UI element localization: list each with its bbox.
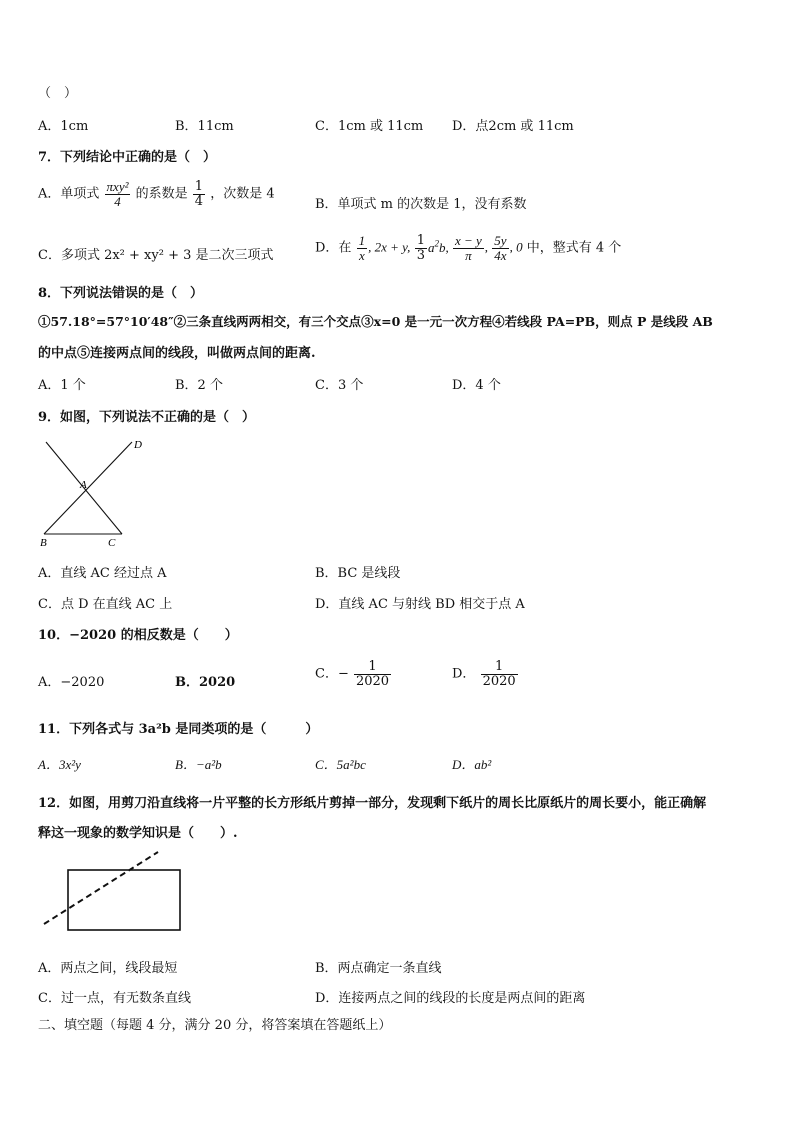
- q7-d-frac-2: $\frac{1}{3}$: [416, 233, 425, 263]
- q10-d-denominator: 2020: [482, 673, 516, 689]
- q9-option-b: B．BC 是线段: [315, 566, 401, 581]
- q12-cut-line: [44, 852, 158, 924]
- q8-option-a: A．1 个: [38, 378, 86, 393]
- q7-option-a: [38, 180, 275, 208]
- q10-d-fraction: [481, 660, 518, 688]
- q11-option-b: B．−a²b: [175, 757, 222, 772]
- q10-c-denominator: 2020: [355, 673, 390, 689]
- q9-label-b: B: [40, 537, 47, 549]
- section-2-heading: 二、填空题（每题 4 分，满分 20 分，将答案填在答题纸上）: [38, 1018, 392, 1033]
- q10-stem: 10．−2020 的相反数是（ ）: [38, 628, 238, 643]
- q11-stem: 11．下列各式与 3a²b 是同类项的是（ ）: [38, 722, 319, 737]
- q10-option-b: B．2020: [175, 675, 236, 690]
- q7-a-middle: 的系数是: [135, 186, 188, 202]
- q7-d-frac-3: $\frac{x - y}{\pi}$: [454, 233, 482, 263]
- q11-option-c: C．5a²bc: [315, 757, 366, 772]
- q7-d-prefix: D．在: [315, 240, 352, 256]
- q10-option-c: [315, 660, 392, 688]
- q10-option-a: A．−2020: [38, 675, 105, 690]
- q6-option-a: A．1cm: [38, 119, 89, 134]
- q7-option-d: D．在 $\frac{1}{x}$ , 2x + y, $\frac{1}{3}$ $a^2b$, $\frac{x - y}{\pi}$ , $\frac{5y}{4x}$ , 0 中，整式有 4 个: [315, 233, 622, 263]
- q10-option-d: [452, 660, 519, 688]
- q9-stem: 9．如图，下列说法不正确的是（ ）: [38, 410, 256, 425]
- q7-a-coef-denominator: 4: [194, 193, 204, 209]
- q12-option-a: A．两点之间，线段最短: [38, 961, 178, 976]
- q7-a-coef-numerator: 1: [194, 179, 204, 194]
- q7-a-prefix: A．单项式: [38, 186, 100, 202]
- q10-c-numerator: 1: [354, 660, 391, 675]
- q6-option-b: B．11cm: [175, 119, 234, 134]
- q7-d-suffix: 中，整式有 4 个: [526, 240, 622, 256]
- q8-statements-line1: ①57.18°=57°10′48″②三条直线两两相交，有三个交点③x=0 是一元一次方程④若线段 PA=PB，则点 P 是线段 AB: [38, 314, 713, 329]
- q9-label-a: A: [80, 479, 87, 491]
- q12-stem-line1: 12．如图，用剪刀沿直线将一片平整的长方形纸片剪掉一部分，发现剩下纸片的周长比原纸片的周长要小，能正确解: [38, 796, 707, 811]
- q8-option-b: B．2 个: [175, 378, 223, 393]
- q7-option-b: B．单项式 m 的次数是 1，没有系数: [315, 197, 527, 212]
- q7-a-fraction: [105, 180, 131, 208]
- q9-figure: [36, 432, 156, 552]
- q9-label-c: C: [108, 537, 116, 549]
- q7-a-denominator: 4: [114, 193, 121, 209]
- q7-a-numerator: πxy²: [106, 179, 129, 194]
- q7-a-coef-fraction: [193, 180, 205, 208]
- q7-d-frac-1: $\frac{1}{x}$: [358, 233, 366, 263]
- q9-option-d: D．直线 AC 与射线 BD 相交于点 A: [315, 597, 525, 612]
- q10-d-numerator: 1: [481, 660, 518, 675]
- q7-option-c: C．多项式 2x² + xy² + 3 是二次三项式: [38, 248, 274, 263]
- q6-option-d: D．点2cm 或 11cm: [452, 119, 574, 134]
- q8-stem: 8．下列说法错误的是（ ）: [38, 286, 204, 301]
- q12-rectangle: [68, 870, 180, 930]
- q12-option-c: C．过一点，有无数条直线: [38, 991, 191, 1006]
- q12-stem-line2: 释这一现象的数学知识是（ ）.: [38, 826, 238, 841]
- q8-statements-line2: 的中点⑤连接两点间的线段，叫做两点间的距离.: [38, 346, 316, 361]
- q11-option-a: A．3x²y: [38, 757, 81, 772]
- q7-d-frac-4: $\frac{5y}{4x}$: [494, 233, 507, 263]
- q10-c-fraction: [354, 660, 391, 688]
- q8-option-c: C．3 个: [315, 378, 364, 393]
- q8-option-d: D．4 个: [452, 378, 501, 393]
- q6-stem-tail: （ ）: [38, 86, 78, 101]
- q7-stem: 7．下列结论中正确的是（ ）: [38, 150, 217, 165]
- q7-a-suffix: ，次数是 4: [210, 186, 275, 202]
- q12-option-b: B．两点确定一条直线: [315, 961, 442, 976]
- q9-option-a: A．直线 AC 经过点 A: [38, 566, 167, 581]
- q10-d-prefix: D．: [452, 666, 476, 682]
- q11-option-d: D．ab²: [452, 757, 492, 772]
- q12-option-d: D．连接两点之间的线段的长度是两点间的距离: [315, 991, 586, 1006]
- q9-option-c: C．点 D 在直线 AC 上: [38, 597, 173, 612]
- q9-label-d: D: [134, 439, 142, 451]
- q6-option-c: C．1cm 或 11cm: [315, 119, 424, 134]
- q10-c-prefix: C．−: [315, 666, 349, 682]
- q12-figure: [38, 848, 188, 938]
